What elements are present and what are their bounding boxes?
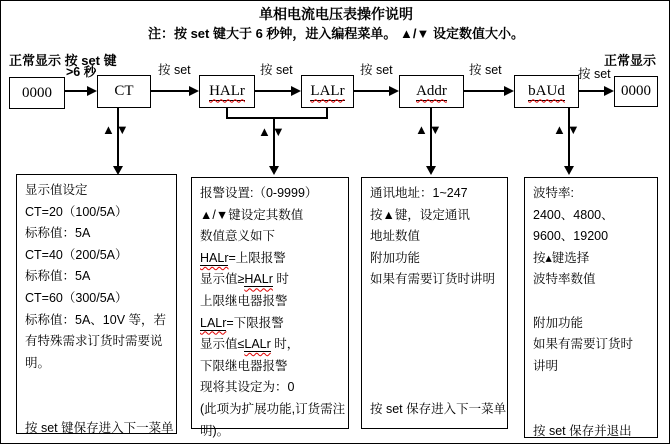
arrow-right-icon bbox=[87, 86, 97, 96]
panel-line: CT=40（200/5A） bbox=[25, 247, 128, 262]
code-term: HALr bbox=[244, 272, 273, 287]
up-down-keys-icon: ▲▼ bbox=[102, 122, 130, 137]
flow-box-label: bAUd bbox=[528, 82, 565, 99]
panel-line bbox=[533, 399, 653, 421]
text-segment: =下限报警 bbox=[226, 315, 284, 330]
flow-box-baud bbox=[514, 75, 579, 108]
arrow-shaft bbox=[65, 90, 88, 92]
panel-line bbox=[370, 334, 503, 356]
up-down-keys-icon: ▲▼ bbox=[553, 122, 581, 137]
text-segment: 时， bbox=[270, 337, 300, 352]
panel-line: 波特率: bbox=[533, 186, 574, 200]
label-normal-display-left: 正常显示 按 set 键 bbox=[9, 53, 117, 68]
arrow-right-icon bbox=[189, 86, 199, 96]
panel-line bbox=[200, 269, 344, 291]
connector-line bbox=[117, 108, 119, 167]
step-label-set: 按 set bbox=[578, 67, 611, 81]
panel-line: 地址数值 bbox=[370, 229, 421, 244]
arrow-shaft bbox=[354, 90, 389, 92]
arrow-down-icon bbox=[564, 166, 574, 175]
panel-line: CT=60（300/5A） bbox=[25, 290, 128, 305]
flow-box-label: 0000 bbox=[621, 83, 651, 99]
text-segment: =上限报警 bbox=[228, 250, 286, 265]
page-title: 单相电流电压表操作说明 bbox=[259, 6, 413, 22]
text-segment: 显示值≥ bbox=[200, 272, 245, 287]
panel-line bbox=[200, 248, 344, 270]
flow-box-label: LALr bbox=[310, 82, 345, 99]
panel-comm-address bbox=[361, 177, 508, 429]
arrow-right-icon bbox=[389, 86, 399, 96]
panel-line bbox=[370, 377, 503, 399]
step-label-set: 按 set bbox=[469, 63, 502, 77]
panel-line: CT=20（100/5A） bbox=[25, 204, 128, 219]
note-line: 注：按 set 键大于 6 秒钟，进入编程菜单。 ▲/▼ 设定数值大小。 bbox=[147, 26, 525, 41]
panel-line: 现将其设定为：0 bbox=[200, 380, 295, 395]
flow-box-halr bbox=[199, 75, 255, 108]
arrow-down-icon bbox=[269, 166, 279, 175]
up-down-keys-icon: ▲▼ bbox=[415, 122, 443, 137]
panel-line: 按 set 键保存进入下一菜单 bbox=[25, 420, 174, 435]
panel-line: 2400、4800、 bbox=[533, 207, 614, 222]
panel-line: (此项为扩展功能,订货需注 bbox=[200, 401, 346, 416]
panel-line: 明)。 bbox=[200, 423, 230, 438]
arrow-right-icon bbox=[604, 86, 614, 96]
panel-line: 讲明 bbox=[533, 358, 559, 373]
panel-line bbox=[370, 291, 503, 313]
panel-line: 报警设置:（0-9999） bbox=[200, 186, 318, 200]
arrow-shaft bbox=[151, 90, 189, 92]
connector-line bbox=[226, 117, 328, 119]
flow-box-label: CT bbox=[114, 83, 134, 99]
arrow-shaft bbox=[579, 90, 604, 92]
flow-box-label: Addr bbox=[416, 82, 447, 99]
panel-line: 明。 bbox=[25, 355, 51, 370]
connector-line bbox=[568, 108, 570, 167]
flow-box-addr bbox=[399, 75, 464, 108]
arrow-down-icon bbox=[426, 166, 436, 175]
panel-line bbox=[533, 377, 653, 399]
panel-line: 标称值：5A bbox=[25, 226, 91, 241]
panel-line bbox=[200, 313, 344, 335]
panel-line: 上限继电器报警 bbox=[200, 293, 288, 308]
panel-line: 如果有需要订货时讲明 bbox=[370, 272, 496, 287]
panel-line: 下限继电器报警 bbox=[200, 358, 288, 373]
panel-line: 按▴键选择 bbox=[533, 250, 590, 265]
panel-line: 按▲键，设定通讯 bbox=[370, 207, 470, 222]
panel-line: 按 set 保存并退出 bbox=[533, 423, 632, 438]
flow-box-ct bbox=[97, 75, 151, 108]
panel-line bbox=[370, 356, 503, 378]
panel-line: 标称值：5A、10V 等，若 bbox=[25, 312, 167, 327]
panel-line bbox=[25, 396, 172, 418]
panel-line bbox=[25, 374, 172, 396]
flow-box-0000-start bbox=[9, 77, 65, 109]
panel-line: 附加功能 bbox=[370, 250, 421, 265]
arrow-shaft bbox=[464, 90, 504, 92]
panel-line bbox=[533, 291, 653, 313]
panel-baud-rate bbox=[524, 177, 658, 438]
step-label-set: 按 set bbox=[260, 63, 293, 77]
text-segment: 显示值≤ bbox=[200, 337, 245, 352]
panel-line: ▲/▼键设定其数值 bbox=[200, 207, 304, 222]
panel-line: 波特率数值 bbox=[533, 272, 596, 287]
label-normal-display-right: 正常显示 bbox=[603, 53, 656, 68]
panel-line: 通讯地址：1~247 bbox=[370, 186, 468, 200]
panel-line: 数值意义如下 bbox=[200, 229, 276, 244]
panel-line: 9600、19200 bbox=[533, 229, 609, 244]
up-down-keys-icon: ▲▼ bbox=[258, 124, 286, 139]
panel-line: 如果有需要订货时 bbox=[533, 337, 634, 352]
code-term: LALr bbox=[244, 337, 271, 352]
arrow-shaft bbox=[255, 90, 291, 92]
panel-line: 按 set 保存进入下一菜单 bbox=[370, 401, 507, 416]
flow-box-lalr bbox=[301, 75, 354, 108]
step-label-set: 按 set bbox=[360, 63, 393, 77]
arrow-right-icon bbox=[504, 86, 514, 96]
panel-line: 有特殊需求订货时需要说 bbox=[25, 334, 163, 349]
panel-line: 显示值设定 bbox=[25, 183, 88, 197]
arrow-right-icon bbox=[291, 86, 301, 96]
panel-line: 标称值：5A bbox=[25, 269, 91, 284]
panel-line bbox=[200, 334, 344, 356]
connector-line bbox=[430, 108, 432, 167]
panel-line: 附加功能 bbox=[533, 315, 584, 330]
text-segment: 时 bbox=[272, 272, 289, 287]
step-label-set: 按 set bbox=[158, 63, 191, 77]
flow-box-label: HALr bbox=[209, 82, 245, 99]
panel-display-value-settings bbox=[16, 174, 177, 434]
flow-box-0000-end bbox=[614, 76, 658, 107]
flow-box-label: 0000 bbox=[22, 84, 52, 101]
panel-alarm-settings bbox=[191, 177, 349, 438]
panel-line bbox=[370, 313, 503, 335]
code-term: LALr bbox=[200, 315, 227, 330]
step-label-6s: >6 秒 bbox=[66, 65, 97, 79]
code-term: HALr bbox=[200, 250, 229, 265]
